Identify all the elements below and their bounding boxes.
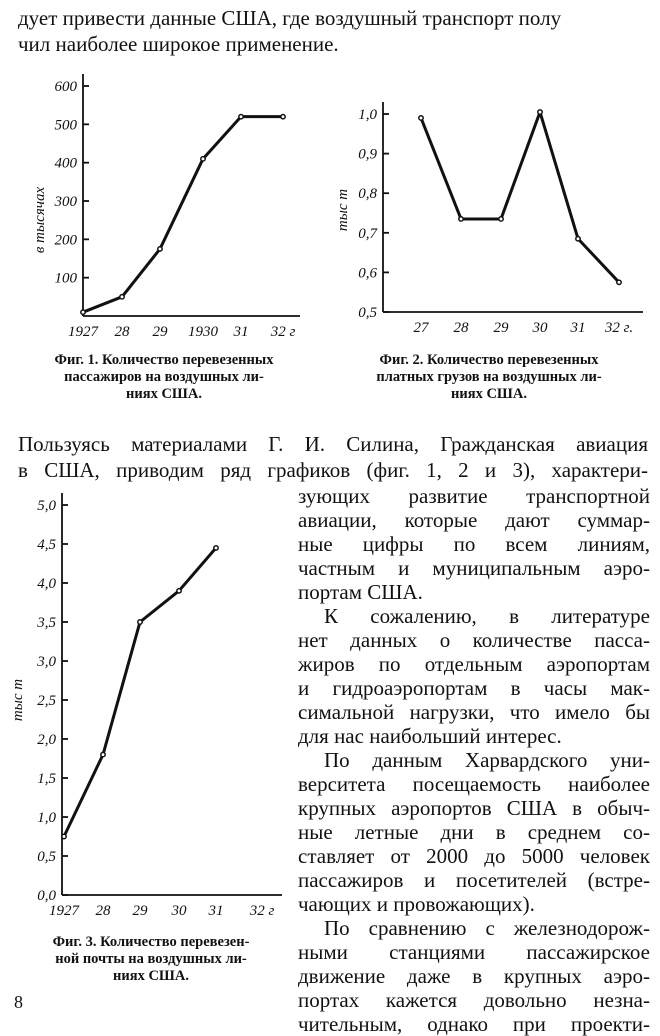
- paragraph-1-line: портам США.: [298, 580, 423, 604]
- figure-1-caption-line: пассажиров на воздушных ли-: [64, 369, 264, 385]
- fig2-data-point: [419, 116, 423, 120]
- paragraph-4-line: По сравнению с железнодорож-: [324, 916, 650, 940]
- fig3-x-tick-label: 31: [208, 903, 224, 919]
- fig1-y-tick-label: 200: [54, 232, 77, 249]
- fig2-x-tick-label: 32 г.: [604, 320, 634, 336]
- fig2-x-tick-label: 29: [493, 320, 509, 336]
- page-number: 8: [14, 992, 23, 1012]
- fig3-x-tick-label: 1927: [49, 903, 79, 919]
- fig2-data-point: [499, 217, 503, 221]
- figure-1-caption-line: Фиг. 1. Количество перевезенных: [54, 352, 274, 368]
- paragraph-4-line: портах кажется довольно незна-: [298, 988, 650, 1012]
- top-text-line-1: дует привести данные США, где воздушный транспорт полу: [18, 6, 562, 30]
- fig3-x-tick-label: 29: [132, 903, 148, 919]
- fig2-x-tick-label: 28: [453, 320, 469, 336]
- figure-3-caption: [12, 934, 290, 985]
- paragraph-1-line: зующих развитие транспортной: [298, 484, 650, 508]
- fig2-data-point: [538, 110, 542, 114]
- fig3-y-tick-label: 1,5: [37, 771, 56, 787]
- figure-3-chart: [0, 485, 295, 930]
- fig3-y-tick-label: 2,0: [37, 732, 56, 748]
- fig2-data-point: [617, 280, 621, 284]
- fig1-data-point: [81, 310, 85, 314]
- paragraph-2-line: и гидроаэропортам в часы мак-: [298, 676, 650, 700]
- paragraph-1-line-1: Пользуясь материалами Г. И. Силина, Гражданская авиация: [18, 432, 648, 456]
- fig1-y-tick-label: 100: [54, 270, 77, 287]
- fig2-x-tick-label: 30: [532, 320, 548, 336]
- fig1-series-line: [83, 117, 283, 313]
- paragraph-4-line: движение даже в крупных аэро-: [298, 964, 650, 988]
- figure-2-caption-line: платных грузов на воздушных ли-: [376, 369, 602, 385]
- paragraph-3-line: верситета посещаемость наиболее: [298, 772, 650, 796]
- figure-1-caption-line: ниях США.: [126, 386, 202, 402]
- fig3-y-tick-label: 4,5: [37, 537, 56, 553]
- fig2-y-tick-label: 0,5: [358, 305, 377, 321]
- figure-2-caption-line: ниях США.: [451, 386, 527, 402]
- fig3-y-tick-label: 0,5: [37, 849, 56, 865]
- paragraph-2-line: симальной нагрузки, что имело бы: [298, 700, 650, 724]
- fig2-y-tick-label: 0,6: [358, 265, 377, 282]
- fig2-y-tick-label: 1,0: [358, 107, 377, 123]
- fig2-y-axis-label: тыс т: [335, 188, 351, 232]
- paragraph-4-line: чительным, однако при проекти-: [298, 1012, 650, 1036]
- figure-2-chart: [325, 90, 655, 350]
- right-column-text: [298, 484, 650, 1036]
- fig3-y-tick-label: 3,0: [37, 654, 56, 670]
- fig1-y-tick-label: 400: [54, 155, 77, 172]
- fig1-x-tick-label: 1930: [188, 324, 218, 340]
- figure-2-caption-line: Фиг. 2. Количество перевезенных: [379, 352, 599, 368]
- paragraph-4-line: ными станциями пассажирское: [298, 940, 650, 964]
- paragraph-3-line: чающих и провожающих).: [298, 892, 535, 916]
- fig1-y-tick-label: 600: [54, 79, 77, 95]
- figure-1-chart: [0, 70, 320, 345]
- figure-3-caption-line: ной почты на воздушных ли-: [55, 951, 247, 967]
- paragraph-1-line: ные цифры по всем линиям,: [298, 532, 650, 556]
- fig3-y-tick-label: 5,0: [37, 498, 56, 514]
- fig3-data-point: [62, 834, 66, 838]
- fig1-data-point: [239, 114, 243, 118]
- paragraph-3-line: крупных аэропортов США в обыч-: [298, 796, 650, 820]
- fig1-y-tick-label: 300: [54, 194, 77, 210]
- paragraph-1-line: авиации, которые дают суммар-: [298, 508, 650, 532]
- fig3-x-tick-label: 32 г: [249, 903, 275, 919]
- fig3-y-tick-label: 4,0: [37, 576, 56, 592]
- fig3-y-tick-label: 0,0: [37, 888, 56, 904]
- fig3-data-point: [138, 620, 142, 624]
- fig2-series-line: [421, 112, 619, 282]
- fig3-y-tick-label: 1,0: [37, 810, 56, 826]
- fig2-data-point: [576, 237, 580, 241]
- fig2-data-point: [459, 217, 463, 221]
- fig3-x-tick-label: 28: [95, 903, 111, 919]
- fig1-x-tick-label: 29: [152, 324, 168, 340]
- fig2-y-tick-label: 0,7: [358, 225, 377, 242]
- paragraph-3-line: ные летные дни в среднем со-: [298, 820, 650, 844]
- fig2-x-tick-label: 31: [570, 320, 586, 336]
- fig1-y-axis-label: в тысячах: [32, 186, 48, 254]
- figure-2-caption: [330, 352, 648, 403]
- paragraph-2-line: К сожалению, в литературе: [324, 604, 650, 628]
- fig1-y-tick-label: 500: [54, 117, 77, 134]
- fig1-x-tick-label: 32 г: [270, 324, 296, 340]
- top-text-line-2: чил наиболее широкое применение.: [18, 32, 339, 56]
- fig3-data-point: [101, 752, 105, 756]
- paragraph-2-line: нет данных о количестве пасса-: [298, 628, 650, 652]
- figure-1-caption: [14, 352, 314, 403]
- paragraph-3-line: ставляет от 2000 до 5000 человек: [298, 844, 650, 868]
- fig1-x-tick-label: 1927: [68, 324, 98, 340]
- fig3-y-tick-label: 3,5: [37, 615, 56, 631]
- figure-3-caption-line: ниях США.: [113, 968, 189, 984]
- fig3-y-axis-label: тыс т: [10, 678, 26, 722]
- paragraph-3-line: По данным Харвардского уни-: [324, 748, 650, 772]
- fig1-x-tick-label: 31: [233, 324, 249, 340]
- fig2-y-tick-label: 0,8: [358, 186, 377, 203]
- fig1-data-point: [158, 247, 162, 251]
- fig3-data-point: [214, 546, 218, 550]
- figure-3-caption-line: Фиг. 3. Количество перевезен-: [52, 934, 250, 950]
- fig2-x-tick-label: 27: [413, 320, 429, 336]
- fig1-data-point: [281, 114, 285, 118]
- fig3-x-tick-label: 30: [171, 903, 187, 919]
- paragraph-3-line: пассажиров и посетителей (встре-: [298, 868, 650, 892]
- fig2-y-tick-label: 0,9: [358, 146, 377, 163]
- paragraph-2-line: для нас наибольший интерес.: [298, 724, 562, 748]
- fig1-data-point: [201, 157, 205, 161]
- fig3-data-point: [177, 589, 181, 593]
- fig3-series-line: [64, 548, 216, 837]
- fig3-y-tick-label: 2,5: [37, 693, 56, 709]
- fig1-data-point: [120, 295, 124, 299]
- paragraph-1-line: частным и муниципальным аэро-: [298, 556, 650, 580]
- paragraph-2-line: жиров по отдельным аэропортам: [298, 652, 650, 676]
- paragraph-1-line-2: в США, приводим ряд графиков (фиг. 1, 2 и 3), характери-: [18, 458, 648, 482]
- fig1-x-tick-label: 28: [114, 324, 130, 340]
